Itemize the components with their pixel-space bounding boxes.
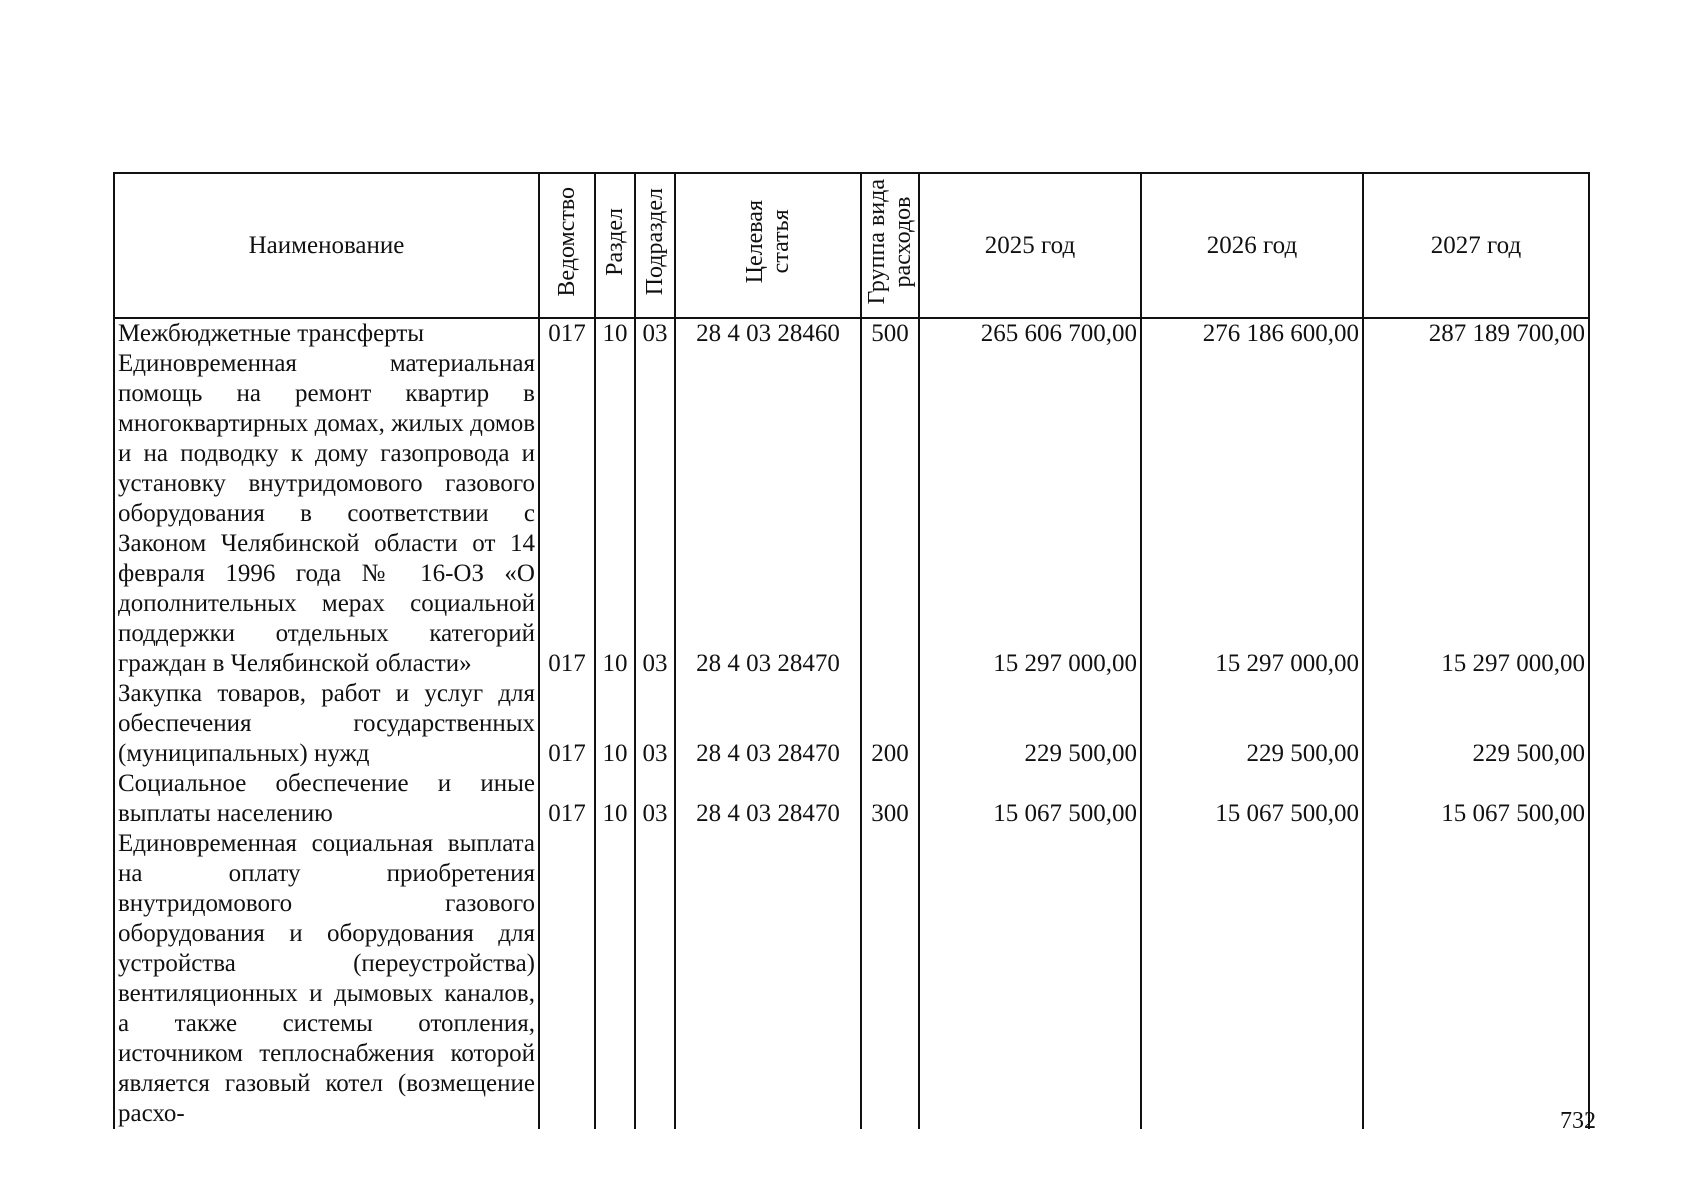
- row-2025: [919, 829, 1141, 1129]
- row-gruppa: 500: [861, 318, 919, 349]
- row-tselevaya-statya: 28 4 03 28460: [675, 318, 861, 349]
- row-2027: 229 500,00: [1363, 679, 1589, 769]
- row-2026: 229 500,00: [1141, 679, 1363, 769]
- row-gruppa: 300: [861, 769, 919, 829]
- header-vedomstvo: Ведомство: [539, 173, 595, 318]
- table-row: [114, 829, 1589, 1129]
- row-razdel: 10: [595, 769, 635, 829]
- header-podrazdel: Подраздел: [635, 173, 675, 318]
- row-tselevaya-statya: 28 4 03 28470: [675, 349, 861, 679]
- row-vedomstvo: 017: [539, 318, 595, 349]
- row-razdel: 10: [595, 349, 635, 679]
- row-vedomstvo: 017: [539, 349, 595, 679]
- row-podrazdel: 03: [635, 318, 675, 349]
- row-2025: 265 606 700,00: [919, 318, 1141, 349]
- row-podrazdel: 03: [635, 679, 675, 769]
- row-vedomstvo: [539, 829, 595, 1129]
- row-2025: 15 067 500,00: [919, 769, 1141, 829]
- header-2026: 2026 год: [1141, 173, 1363, 318]
- page-number: 732: [1560, 1108, 1596, 1134]
- table-row: [114, 318, 1589, 349]
- row-2025: 15 297 000,00: [919, 349, 1141, 679]
- row-tselevaya-statya: 28 4 03 28470: [675, 769, 861, 829]
- row-razdel: 10: [595, 679, 635, 769]
- row-gruppa: [861, 349, 919, 679]
- header-tselevaya-statya: Целевая статья: [675, 173, 861, 318]
- budget-table: [113, 172, 1590, 1129]
- row-razdel: 10: [595, 318, 635, 349]
- row-2027: [1363, 829, 1589, 1129]
- row-2027: 287 189 700,00: [1363, 318, 1589, 349]
- header-2025: 2025 год: [919, 173, 1141, 318]
- row-razdel: [595, 829, 635, 1129]
- row-podrazdel: 03: [635, 349, 675, 679]
- row-podrazdel: [635, 829, 675, 1129]
- row-name: Единовременная материальная помощь на ремонт квартир в многоквартирных домах, жилых домов и на подводку к дому газопровода и установку внутридомового газового оборудования в соответствии с Законом Челябинской области от 14 февраля 1996 года № 16-ОЗ «О дополнительных мерах социальной поддержки отдельных категорий граждан в Челябинской области»: [114, 349, 539, 679]
- header-name: Наименование: [114, 173, 539, 318]
- table-row: [114, 679, 1589, 769]
- row-name: Закупка товаров, работ и услуг для обеспечения государственных (муниципальных) нужд: [114, 679, 539, 769]
- table-header-row: [114, 173, 1589, 318]
- row-vedomstvo: 017: [539, 679, 595, 769]
- row-tselevaya-statya: 28 4 03 28470: [675, 679, 861, 769]
- row-2026: 15 297 000,00: [1141, 349, 1363, 679]
- row-vedomstvo: 017: [539, 769, 595, 829]
- table-row: [114, 769, 1589, 829]
- header-razdel: Раздел: [595, 173, 635, 318]
- row-gruppa: [861, 829, 919, 1129]
- row-2026: 276 186 600,00: [1141, 318, 1363, 349]
- header-gruppa-vida-raskhodov: Группа вида расходов: [861, 173, 919, 318]
- row-name: Социальное обеспечение и иные выплаты населению: [114, 769, 539, 829]
- row-2026: [1141, 829, 1363, 1129]
- header-2027: 2027 год: [1363, 173, 1589, 318]
- row-podrazdel: 03: [635, 769, 675, 829]
- row-tselevaya-statya: [675, 829, 861, 1129]
- row-2025: 229 500,00: [919, 679, 1141, 769]
- row-2027: 15 297 000,00: [1363, 349, 1589, 679]
- table-row: [114, 349, 1589, 679]
- row-2026: 15 067 500,00: [1141, 769, 1363, 829]
- row-gruppa: 200: [861, 679, 919, 769]
- row-name: Межбюджетные трансферты: [114, 318, 539, 349]
- row-2027: 15 067 500,00: [1363, 769, 1589, 829]
- row-name: Единовременная социальная выплата на оплату приобретения внутридомового газового оборудования и оборудования для устройства (переустройства) вентиляционных и дымовых каналов, а также системы отопления, источником теплоснабжения которой является газовый котел (возмещение расхо-: [114, 829, 539, 1129]
